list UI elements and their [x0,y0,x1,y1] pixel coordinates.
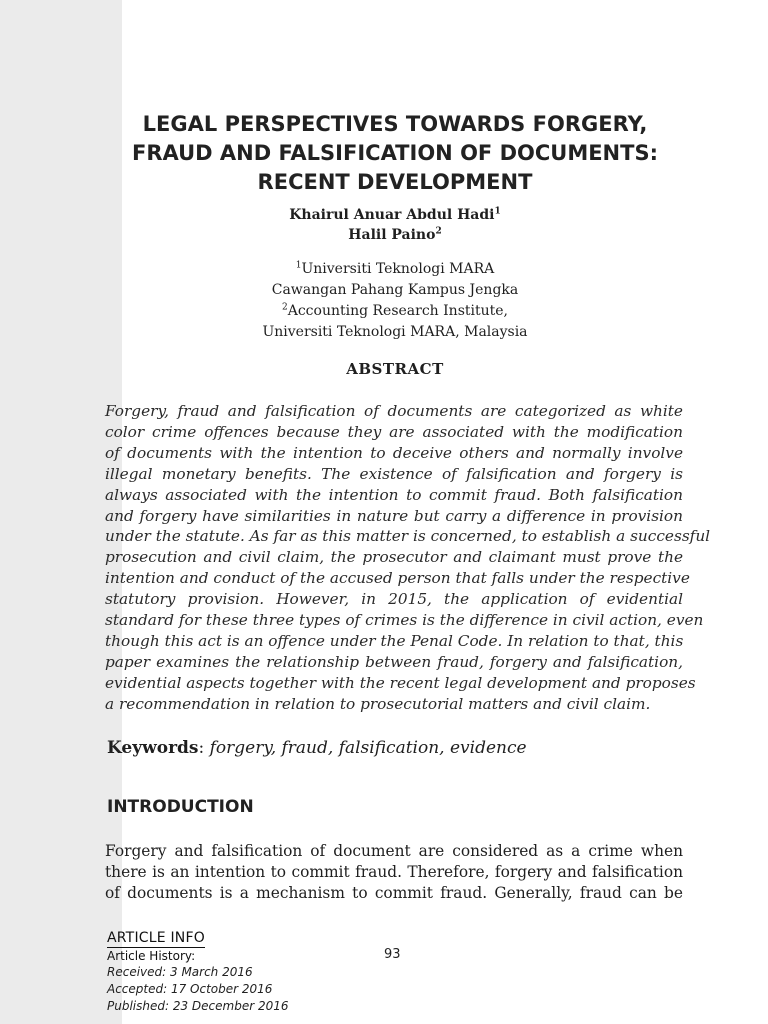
abstract-line: of documents with the intention to deceive others and normally involve [105,443,683,462]
article-info [107,927,289,1015]
abstract-line: prosecution and civil claim, the prosecutor and claimant must prove the [105,548,683,567]
introduction-line: there is an intention to commit fraud. Therefore, forgery and falsification [105,863,683,881]
affiliation-line: Accounting Research Institute, [287,303,508,319]
author-list [100,205,690,245]
published-date: Published: 23 December 2016 [107,999,289,1013]
introduction-text [105,841,683,904]
author-2 [100,225,690,245]
abstract-line: color crime offences because they are associated with the modification [105,422,683,441]
affiliation-2 [100,301,690,343]
introduction-line: Forgery and falsification of document are considered as a crime when [105,842,683,860]
abstract-line: evidential aspects together with the recent legal development and proposes [105,673,696,692]
abstract-line: statutory provision. However, in 2015, the application of evidential [105,590,683,609]
affiliation-superscript: 2 [281,302,288,313]
abstract-line: though this act is an offence under the Penal Code. In relation to that, this [105,631,684,650]
title-line-2: FRAUD AND FALSIFICATION OF DOCUMENTS: [132,141,658,165]
abstract-line: illegal monetary benefits. The existence of falsification and forgery is [105,464,683,483]
introduction-line: of documents is a mechanism to commit fraud. Generally, fraud can be [105,884,683,902]
affiliation-line: Universiti Teknologi MARA [301,261,495,277]
accepted-date: Accepted: 17 October 2016 [107,982,273,996]
abstract-line: paper examines the relationship between fraud, forgery and falsification, [105,652,683,671]
keywords-label: Keywords [107,738,199,758]
author-name: Halil Paino [348,227,436,243]
paper-title [100,110,690,197]
author-superscript: 1 [494,206,501,217]
abstract-line: a recommendation in relation to prosecutorial matters and civil claim. [105,694,651,713]
abstract-text [105,401,711,715]
affiliation-line: Cawangan Pahang Kampus Jengka [271,282,519,298]
title-line-3: RECENT DEVELOPMENT [257,170,533,194]
article-history-label: Article History: [107,949,196,963]
abstract-line: standard for these three types of crimes is the difference in civil action, even [105,611,704,630]
author-name: Khairul Anuar Abdul Hadi [289,207,495,223]
keywords-separator: : [198,738,210,758]
affiliation-line: Universiti Teknologi MARA, Malaysia [262,324,528,340]
author-1 [100,205,690,225]
affiliation-superscript: 1 [295,260,302,271]
introduction-heading: INTRODUCTION [107,797,254,817]
keywords-values: forgery, fraud, falsification, evidence [209,738,527,758]
abstract-heading: ABSTRACT [346,360,444,378]
received-date: Received: 3 March 2016 [107,965,253,979]
keywords [107,738,527,758]
abstract-line: Forgery, fraud and falsification of documents are categorized as white [105,402,683,420]
page-number: 93 [384,947,401,962]
title-line-1: LEGAL PERSPECTIVES TOWARDS FORGERY, [142,112,648,136]
author-superscript: 2 [435,226,442,237]
affiliation-1 [100,259,690,301]
abstract-line: intention and conduct of the accused person that falls under the respective [105,569,690,588]
article-info-heading: ARTICLE INFO [107,930,205,946]
abstract-line: always associated with the intention to commit fraud. Both falsification [105,485,683,504]
abstract-line: under the statute. As far as this matter is concerned, to establish a successful [105,527,711,546]
abstract-line: and forgery have similarities in nature but carry a difference in provision [105,506,683,525]
